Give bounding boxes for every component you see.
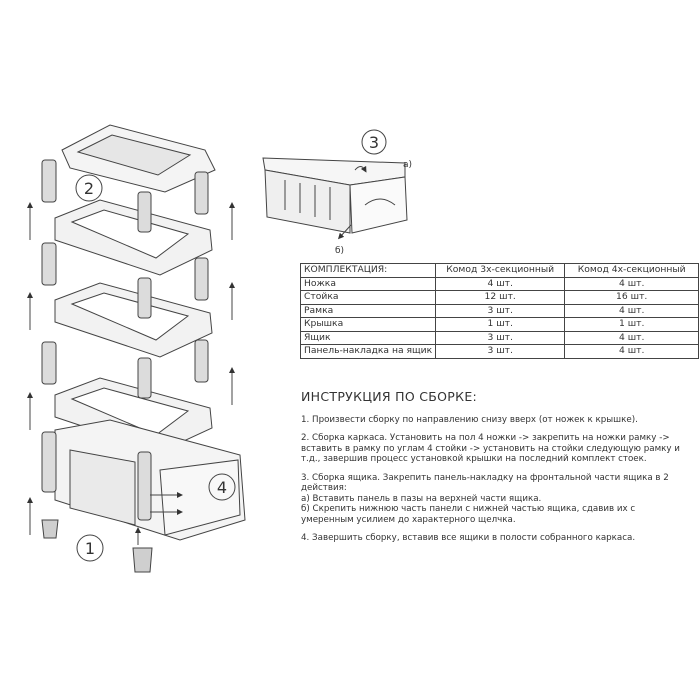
- table-row: [301, 304, 699, 318]
- drawer-label-a: а): [403, 160, 413, 170]
- table-cell: 16 шт.: [565, 291, 699, 305]
- table-cell: 3 шт.: [436, 345, 565, 359]
- table-cell: Ножка: [301, 277, 436, 291]
- table-row: [301, 277, 699, 291]
- legs: [42, 520, 152, 572]
- table-header-cell: КОМПЛЕКТАЦИЯ:: [301, 264, 436, 278]
- table-row: [301, 331, 699, 345]
- assembly-instructions: [301, 389, 681, 552]
- frame-shape: [55, 200, 212, 275]
- instructions-title: ИНСТРУКЦИЯ ПО СБОРКЕ:: [301, 389, 478, 404]
- table-cell: 1 шт.: [436, 318, 565, 332]
- table-cell: Стойка: [301, 291, 436, 305]
- table-header-row: [301, 264, 699, 278]
- instruction-step-2: 2. Сборка каркаса. Установить на пол 4 ножки -> закрепить на ножки рамку -> вставить в рамку по углам 4 стойки -> установить на стойки следующую рамку и т.д., завершив процесс установкой крышки на последний комплект стоек.: [301, 433, 680, 464]
- table-cell: 4 шт.: [565, 304, 699, 318]
- step-number-3: 3: [368, 133, 380, 152]
- drawer-diagram: [255, 125, 425, 260]
- table-cell: 3 шт.: [436, 331, 565, 345]
- instruction-step-3: 3. Сборка ящика. Закрепить панель-накладку на фронтальной части ящика в 2 действия:: [301, 472, 669, 493]
- instruction-step-4: 4. Завершить сборку, вставив все ящики в полости собранного каркаса.: [301, 533, 636, 543]
- table-cell: 4 шт.: [436, 277, 565, 291]
- table-cell: 1 шт.: [565, 318, 699, 332]
- table-cell: 4 шт.: [565, 345, 699, 359]
- frame-shape: [55, 283, 212, 357]
- table-cell: 4 шт.: [565, 277, 699, 291]
- table-cell: Рамка: [301, 304, 436, 318]
- table-row: [301, 345, 699, 359]
- table-row: [301, 291, 699, 305]
- table-cell: 12 шт.: [436, 291, 565, 305]
- instruction-step-3b: б) Скрепить нижнюю часть панели с нижней частью ящика, сдавив их с умеренным усилием до характерного щелчка.: [301, 504, 636, 525]
- step-number-4: 4: [216, 478, 228, 497]
- table-cell: Панель-накладка на ящик: [301, 345, 436, 359]
- table-row: [301, 318, 699, 332]
- step-number-1: 1: [84, 539, 96, 558]
- table-cell: Ящик: [301, 331, 436, 345]
- parts-table: [300, 263, 699, 359]
- table-cell: 3 шт.: [436, 304, 565, 318]
- table-cell: 4 шт.: [565, 331, 699, 345]
- table-cell: Крышка: [301, 318, 436, 332]
- drawer-label-b: б): [335, 246, 345, 256]
- assembly-diagram: [0, 0, 260, 600]
- instruction-step-1: 1. Произвести сборку по направлению снизу вверх (от ножек к крышке).: [301, 414, 638, 425]
- table-header-cell: Комод 3х-секционный: [436, 264, 565, 278]
- step-number-2: 2: [83, 179, 95, 198]
- table-header-cell: Комод 4х-секционный: [565, 264, 699, 278]
- instruction-step-3a: а) Вставить панель в пазы на верхней части ящика.: [301, 493, 542, 504]
